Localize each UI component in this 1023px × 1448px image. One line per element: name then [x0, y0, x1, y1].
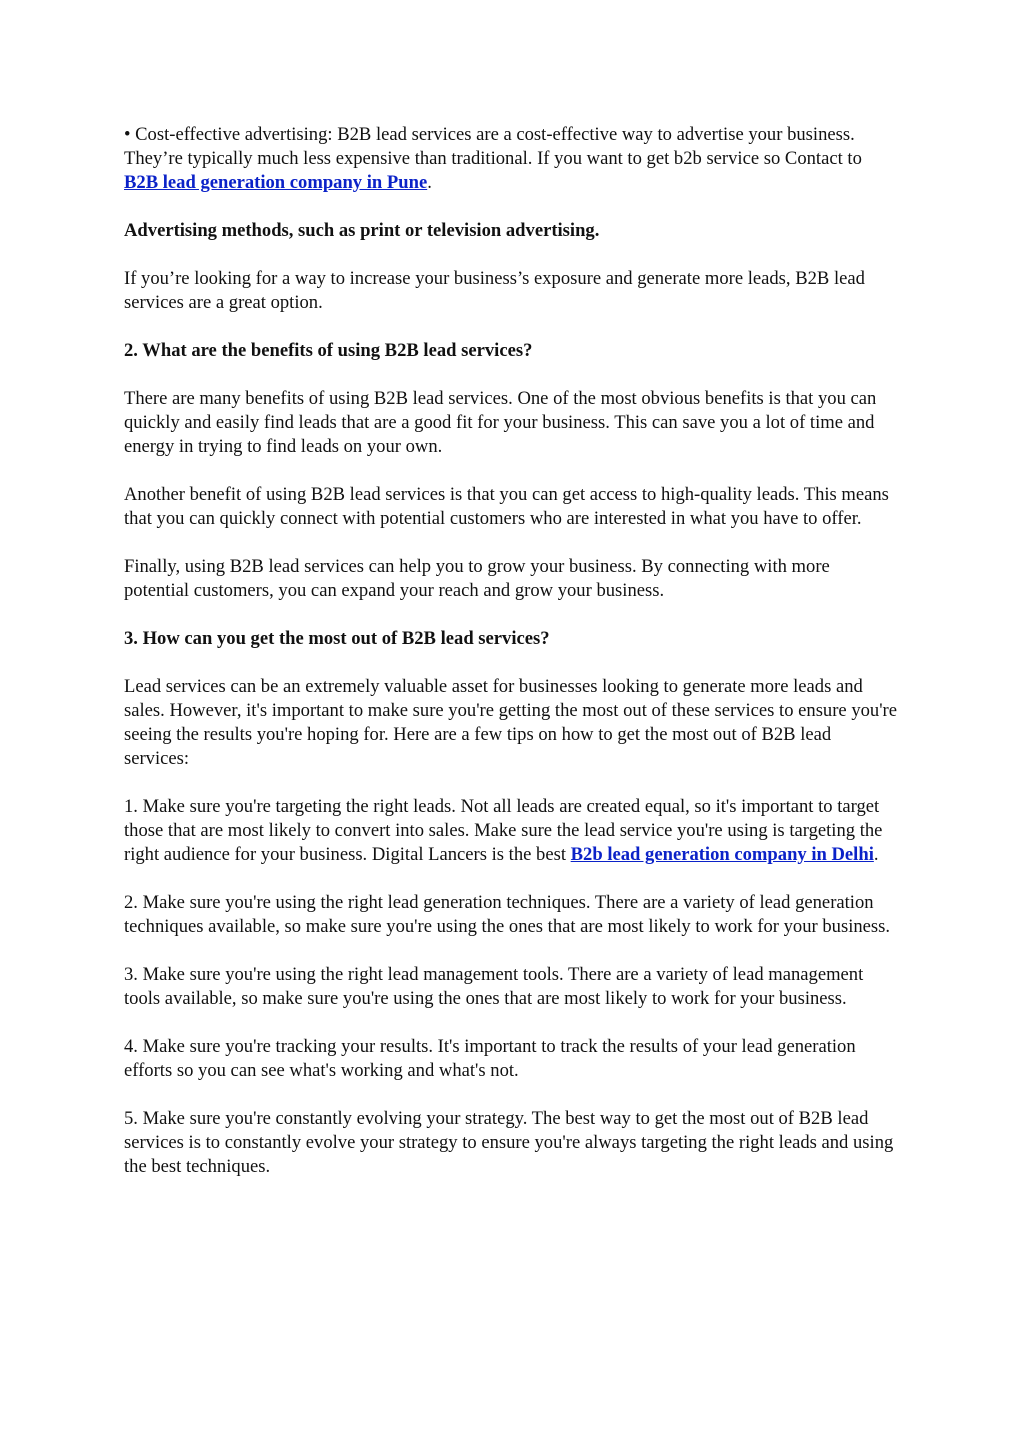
heading-benefits: 2. What are the benefits of using B2B lead services? [124, 340, 533, 361]
tip-5: 5. Make sure you're constantly evolving your strategy. The best way to get the most out of B2B lead services is to constantly evolve your strategy to ensure you're always targeting the right leads and using the best techniques. [124, 1108, 894, 1177]
paragraph-exposure: If you’re looking for a way to increase your business’s exposure and generate more leads, B2B lead services are a great option. [124, 268, 865, 313]
paragraph-period: . [427, 172, 432, 193]
paragraph-cost-effective [124, 123, 899, 195]
heading-most-out: 3. How can you get the most out of B2B lead services? [124, 628, 550, 649]
heading-advertising-methods: Advertising methods, such as print or television advertising. [124, 220, 600, 241]
tip-4: 4. Make sure you're tracking your results. It's important to track the results of your lead generation efforts so you can see what's working and what's not. [124, 1036, 856, 1081]
link-b2b-pune[interactable]: B2B lead generation company in Pune [124, 172, 428, 193]
paragraph-grow-business: Finally, using B2B lead services can help you to grow your business. By connecting with more potential customers, you can expand your reach and grow your business. [124, 556, 830, 601]
document-page [124, 123, 899, 1203]
tip-2: 2. Make sure you're using the right lead generation techniques. There are a variety of lead generation techniques available, so make sure you're using the ones that are most likely to work for your business. [124, 892, 891, 937]
tip-1 [124, 795, 899, 867]
link-b2b-delhi[interactable]: B2b lead generation company in Delhi [570, 844, 874, 865]
paragraph-high-quality-leads: Another benefit of using B2B lead services is that you can get access to high-quality leads. This means that you can quickly connect with potential customers who are interested in what you have to offer. [124, 484, 889, 529]
paragraph-text: • Cost-effective advertising: B2B lead services are a cost-effective way to advertise your business. They’re typically much less expensive than traditional. If you want to get b2b service so Contact to [124, 124, 862, 169]
tip-3: 3. Make sure you're using the right lead management tools. There are a variety of lead management tools available, so make sure you're using the ones that are most likely to work for your business. [124, 964, 864, 1009]
tip-1-text: 1. Make sure you're targeting the right leads. Not all leads are created equal, so it's important to target those that are most likely to convert into sales. Make sure the lead service you're using is targeting the right audience for your business. Digital Lancers is the best [124, 796, 883, 865]
tip-1-period: . [873, 844, 879, 865]
paragraph-lead-services-asset: Lead services can be an extremely valuable asset for businesses looking to generate more leads and sales. However, it's important to make sure you're getting the most out of these services to ensure you're seeing the results you're hoping for. Here are a few tips on how to get the most out of B2B lead services: [124, 676, 898, 769]
paragraph-benefits-intro: There are many benefits of using B2B lead services. One of the most obvious benefits is that you can quickly and easily find leads that are a good fit for your business. This can save you a lot of time and energy in trying to find leads on your own. [124, 388, 877, 457]
